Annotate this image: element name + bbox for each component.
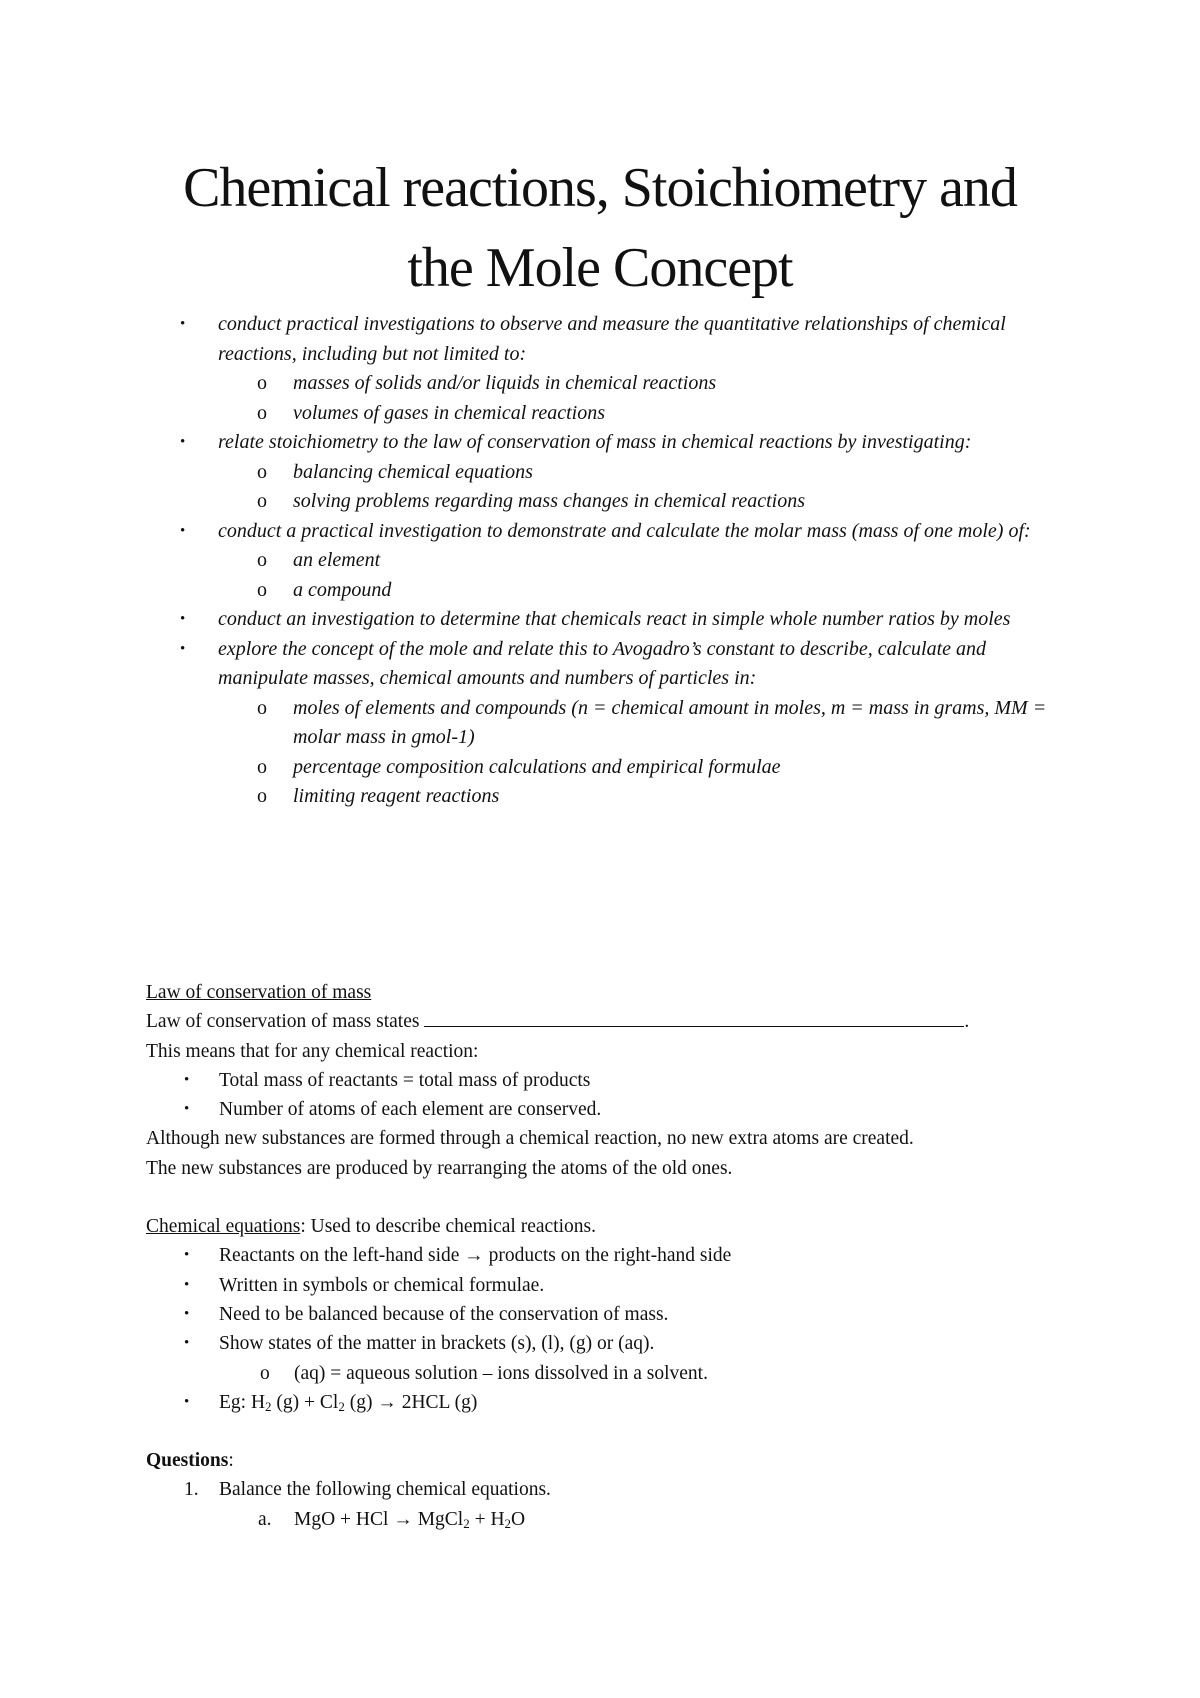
outcome-item <box>180 517 1060 547</box>
equations-subbullet-text: (aq) = aqueous solution – ions dissolved in a solvent. <box>294 1362 708 1384</box>
outcome-text: relate stoichiometry to the law of conservation of mass in chemical reactions by investigating: <box>218 431 972 453</box>
outcome-subitem <box>180 576 1060 606</box>
bullet-icon: • <box>184 1276 190 1293</box>
subbullet-icon: o <box>257 755 267 778</box>
title-line-2: the Mole Concept <box>407 237 793 299</box>
equations-heading: Chemical equations <box>146 1216 301 1238</box>
learning-outcomes-list <box>180 310 1060 812</box>
bullet-icon: • <box>184 1393 190 1410</box>
eg-part: (g) + Cl <box>271 1391 339 1413</box>
arrow-icon: → <box>377 1391 397 1413</box>
equations-bullet <box>146 1271 1046 1300</box>
bullet-icon: • <box>180 611 186 627</box>
equations-intro <box>146 1212 1046 1241</box>
question-1a <box>146 1505 1046 1534</box>
equations-bullet <box>146 1300 1046 1329</box>
law-bullet-text: Number of atoms of each element are conserved. <box>219 1099 602 1121</box>
bullet-icon: • <box>180 522 186 539</box>
subbullet-icon: o <box>257 401 267 424</box>
law-bullet <box>146 1066 1046 1095</box>
law-paragraph-1: Although new substances are formed through a chemical reaction, no new extra atoms are created. <box>146 1128 914 1150</box>
fill-in-blank[interactable] <box>424 1008 964 1027</box>
equations-bullet-text: Show states of the matter in brackets (s), (l), (g) or (aq). <box>219 1333 655 1355</box>
outcome-subitem <box>180 546 1060 576</box>
outcome-text: conduct a practical investigation to demonstrate and calculate the molar mass (mass of one mole) of: <box>218 519 1031 542</box>
outcome-subitem-text: volumes of gases in chemical reactions <box>293 401 605 424</box>
outcome-subitem <box>180 487 1060 517</box>
title-line-1: Chemical reactions, Stoichiometry and <box>183 157 1017 219</box>
outcome-item <box>180 428 1060 458</box>
questions-heading-line <box>146 1446 1046 1475</box>
outcome-text: explore the concept of the mole and relate this to Avogadro’s constant to describe, calculate and manipulate masses, chemical amounts and numbers of particles in: <box>218 637 986 689</box>
subbullet-icon: o <box>257 578 267 601</box>
question-letter: a. <box>258 1508 272 1530</box>
subbullet-icon: o <box>257 696 267 719</box>
equations-bullet-text: Written in symbols or chemical formulae. <box>219 1274 545 1296</box>
law-means: This means that for any chemical reaction: <box>146 1040 479 1062</box>
law-statement-line <box>146 1007 1046 1036</box>
eq-part: O <box>511 1508 526 1530</box>
law-paragraph-2: The new substances are produced by rearranging the atoms of the old ones. <box>146 1157 733 1179</box>
outcome-subitem-text: percentage composition calculations and empirical formulae <box>293 755 781 778</box>
outcome-subitem-text: a compound <box>293 578 392 601</box>
outcome-subitem <box>180 782 1060 812</box>
subscript: 2 <box>463 1515 470 1531</box>
bullet-icon: • <box>180 640 186 657</box>
arrow-icon: → <box>464 1245 484 1267</box>
outcome-item <box>180 635 1060 694</box>
equations-bullet-text: Need to be balanced because of the conservation of mass. <box>219 1303 669 1325</box>
outcome-subitem <box>180 458 1060 488</box>
questions-heading: Questions <box>146 1450 229 1472</box>
outcome-item <box>180 605 1060 635</box>
subbullet-icon: o <box>260 1362 270 1384</box>
eq-part: MgO + HCl <box>294 1508 394 1530</box>
equation-example <box>146 1388 1046 1417</box>
equations-bullet <box>146 1329 1046 1358</box>
outcome-subitem-text: an element <box>293 549 381 571</box>
bullet-icon: • <box>184 1101 190 1118</box>
eq-part: + H <box>469 1508 505 1530</box>
subbullet-icon: o <box>257 785 267 807</box>
law-period: . <box>964 1011 970 1033</box>
outcome-subitem-text: solving problems regarding mass changes in chemical reactions <box>293 490 805 512</box>
outcome-subitem-text: moles of elements and compounds (n = chemical amount in moles, m = mass in grams, MM = molar mass in gmol-1) <box>293 696 1047 748</box>
outcome-subitem <box>180 694 1060 753</box>
equations-intro-text: : Used to describe chemical reactions. <box>300 1216 596 1238</box>
equations-bullet-text: Reactants on the left-hand side <box>219 1245 460 1267</box>
eg-part: Eg: H <box>219 1391 266 1413</box>
question-1 <box>146 1475 1046 1504</box>
bullet-icon: • <box>180 316 186 332</box>
equations-subbullet <box>146 1359 1046 1388</box>
outcome-subitem-text: limiting reagent reactions <box>293 785 500 807</box>
law-heading: Law of conservation of mass <box>146 982 372 1003</box>
outcome-text: conduct an investigation to determine that chemicals react in simple whole number ratios by moles <box>218 608 1011 630</box>
arrow-icon: → <box>393 1508 413 1530</box>
eg-part: (g) <box>344 1391 378 1413</box>
subscript: 2 <box>504 1515 512 1531</box>
outcome-subitem <box>180 369 1060 399</box>
bullet-icon: • <box>180 434 186 450</box>
notes-body <box>146 978 1046 1534</box>
subbullet-icon: o <box>257 490 267 512</box>
eq-part: MgCl <box>412 1508 464 1530</box>
outcome-subitem-text: balancing chemical equations <box>293 460 533 483</box>
outcome-subitem-text: masses of solids and/or liquids in chemical reactions <box>293 372 717 394</box>
law-bullet-text: Total mass of reactants = total mass of products <box>219 1069 591 1091</box>
eg-part: 2HCL (g) <box>396 1391 478 1413</box>
bullet-icon: • <box>184 1305 190 1322</box>
subbullet-icon: o <box>257 549 267 571</box>
subscript: 2 <box>265 1398 272 1414</box>
question-number: 1. <box>184 1479 199 1501</box>
outcome-subitem <box>180 399 1060 429</box>
equations-bullet <box>146 1241 1046 1270</box>
questions-colon: : <box>228 1450 234 1472</box>
subbullet-icon: o <box>257 372 267 394</box>
equations-bullet-text: products on the right-hand side <box>488 1245 732 1267</box>
question-text: Balance the following chemical equations. <box>219 1479 551 1501</box>
outcome-subitem <box>180 753 1060 783</box>
bullet-icon: • <box>184 1247 190 1264</box>
subbullet-icon: o <box>257 460 267 483</box>
document-title <box>0 148 1200 308</box>
bullet-icon: • <box>184 1335 190 1352</box>
outcome-item <box>180 310 1060 369</box>
bullet-icon: • <box>184 1071 190 1088</box>
subscript: 2 <box>338 1398 345 1414</box>
law-bullet <box>146 1095 1046 1124</box>
outcome-text: conduct practical investigations to observe and measure the quantitative relationships of chemical reactions, including but not limited to: <box>218 313 1006 365</box>
law-states-text: Law of conservation of mass states <box>146 1011 420 1033</box>
